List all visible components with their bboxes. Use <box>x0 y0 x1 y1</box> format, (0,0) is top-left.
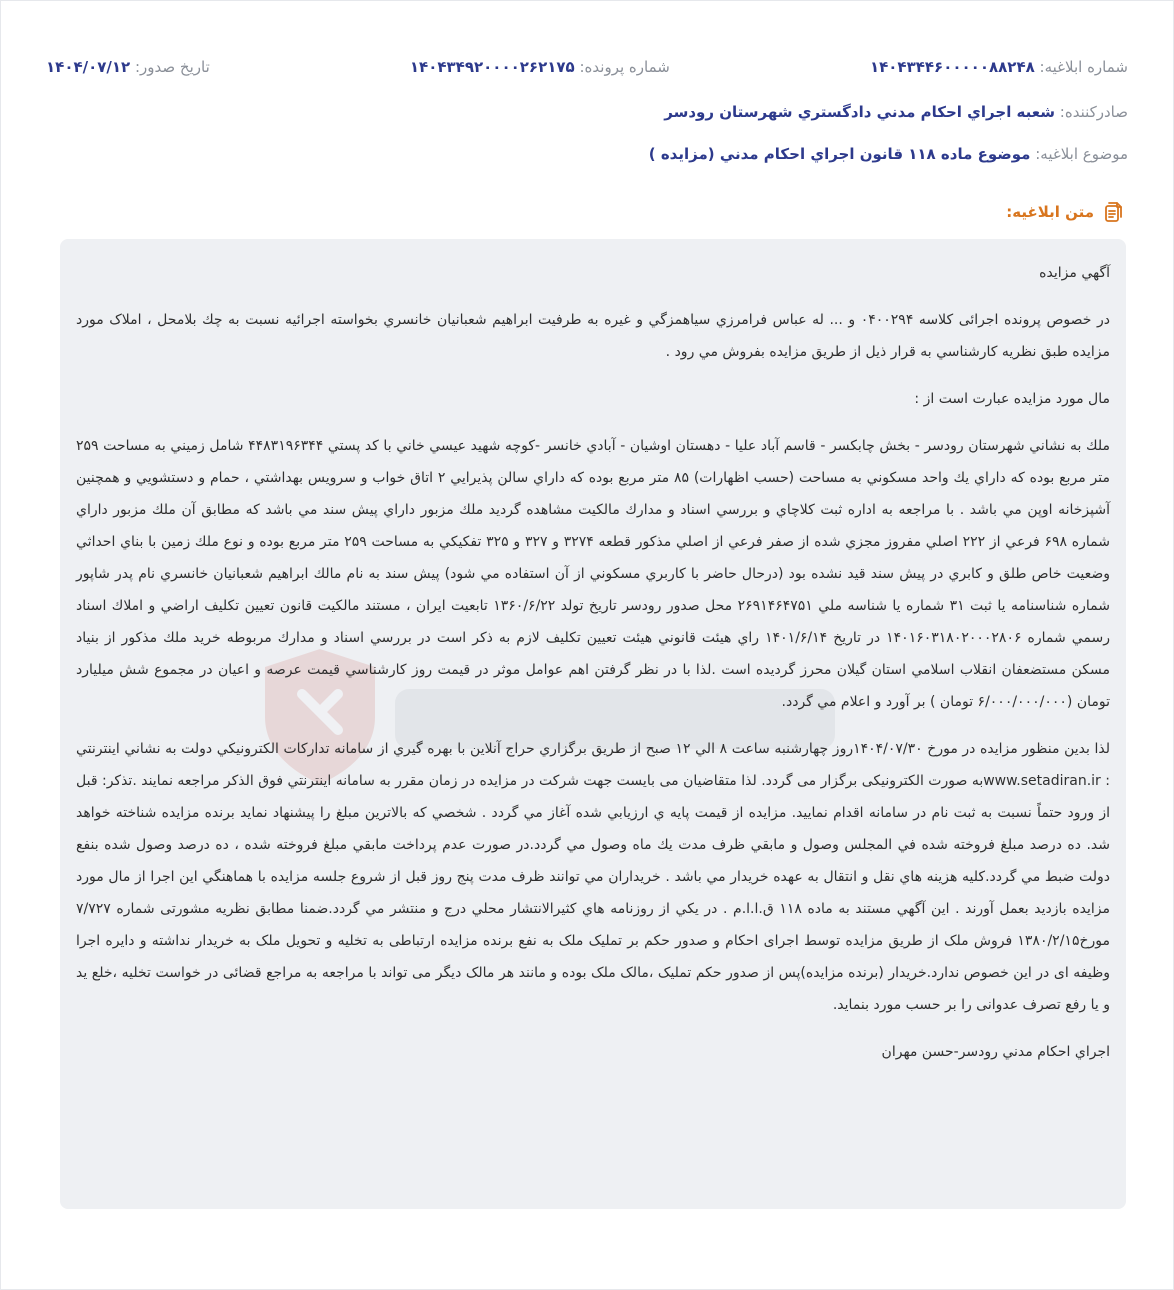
notice-paragraph-property-title: مال مورد مزايده عبارت است از : <box>914 391 1110 407</box>
notice-paragraph-intro: در خصوص پرونده اجرائی کلاسه ۰۴۰۰۲۹۴ و ... له عباس فرامرزي سياهمزگي و غيره به طرفيت ابراهيم شعبانيان خانسري بخواسته اجرائيه نسبت به چك بلامحل ، املاک مورد مزايده طبق نظريه کارشناسي به قرار ذيل از طريق مزايده بفروش مي رود . <box>76 312 1111 360</box>
issue-date-label: تاريخ صدور: <box>135 58 210 76</box>
issuer-label: صادرکننده: <box>1059 103 1128 121</box>
issuer-value: شعبه اجراي احکام مدني دادگستري شهرستان رودسر <box>664 103 1055 121</box>
notice-number-label: شماره ابلاغيه: <box>1039 58 1128 76</box>
subject-value: موضوع ماده ۱۱۸ قانون اجراي احکام مدني (مزايده ) <box>648 145 1031 163</box>
notice-body <box>76 257 1110 1068</box>
notice-text-panel <box>60 239 1126 1209</box>
issue-date <box>46 58 210 76</box>
issue-date-value: ۱۴۰۴/۰۷/۱۲ <box>46 58 131 76</box>
section-title-text: متن ابلاغيه: <box>1006 203 1094 221</box>
case-number <box>410 58 670 76</box>
notice-heading: آگهي مزايده <box>1039 265 1110 281</box>
notice-text-section-title <box>1006 200 1126 224</box>
case-number-label: شماره پرونده: <box>579 58 670 76</box>
case-number-value: ۱۴۰۴۳۴۹۲۰۰۰۰۲۶۲۱۷۵ <box>409 58 575 76</box>
notice-meta-row <box>46 58 1128 76</box>
notice-signature: اجراي احكام مدني رودسر-حسن مهران <box>881 1044 1110 1060</box>
issuer-line <box>664 103 1128 121</box>
document-icon <box>1102 200 1126 224</box>
subject-line <box>649 145 1128 163</box>
notice-number <box>870 58 1128 76</box>
notice-paragraph-auction-terms: لذا بدين منظور مزايده در مورخ ۱۴۰۴/۰۷/۳۰روز چهارشنبه ساعت ۸ الي ۱۲ صبح از طريق برگزاري حراج آنلاين با بهره گيري از سامانه تداركات الكترونيكي دولت به نشاني اينترنتي : www.setadiran.irبه صورت الکترونیکی برگزار می گردد. لذا متقاضيان می بايست جهت شركت در مزايده در زمان مقرر به سامانه اينترنتي فوق الذكر مراجعه نمايند .تذکر: قبل از ورود حتماً نسبت به ثبت نام در سامانه اقدام نمایید. مزايده از قيمت پايه ي ارزيابي شده آغاز مي گردد . شخصي كه بالاترين مبلغ را پيشنهاد نمايد برنده مزايده شناخته خواهد شد. ده درصد مبلغ فروخته شده في المجلس وصول و مابقي ظرف مدت يك ماه وصول مي گردد.در صورت عدم پرداخت مابقي مبلغ فروخته شده ، ده درصد وصول شده بنفع دولت ضبط مي گردد.كليه هزينه هاي نقل و انتقال به عهده خريدار مي باشد . خريداران مي توانند ظرف مدت پنج روز قبل از شروع جلسه مزايده با هماهنگي اين اجرا از مال مورد مزايده بازديد بعمل آورند . اين آگهي مستند به ماده ۱۱۸ ق.ا.ا.م . در يكي از روزنامه هاي كثيرالانتشار محلي درج و منتشر مي گردد.ضمنا مطابق نظريه مشورتی شماره ۷/۷۲۷ مورخ۱۳۸۰/۲/۱۵ فروش ملک از طريق مزايده توسط اجرای احکام و صدور حکم بر تمليک ملک به نفع برنده مزايده ارتباطی به تخليه و تحويل ملک به خريدار نداشته و دايره اجرا وظيفه ای در اين خصوص ندارد.خريدار (برنده مزايده)پس از صدور حکم تمليک ،مالک ملک بوده و مانند هر مالک ديگر می تواند با مراجعه به مراجع قضائی در خواست تخليه ،خلع يد و يا رفع تصرف عدوانی را بر حسب مورد بنمايد. <box>76 741 1110 1013</box>
notice-paragraph-property-description: ملك به نشاني شهرستان رودسر - بخش چابكسر - قاسم آباد عليا - دهستان اوشيان - آبادي خانسر -كوچه شهيد عيسي خاني با کد پستي ۴۴۸۳۱۹۶۳۴۴ شامل زميني به مساحت ۲۵۹ متر مربع بوده که داراي يك واحد مسكوني به مساحت (حسب اظهارات) ۸۵ متر مربع بوده كه داراي سالن پذيرايي ۲ اتاق خواب و سرويس بهداشتي ، حمام و دستشويي و همچنين آشپزخانه اوپن مي باشد . با مراجعه به اداره ثبت کلاچاي و بررسي اسناد و مدارك مالكيت مشاهده گرديد ملك مزبور داراي پيش سند مي باشد كه مطابق آن ملك مزبور داراي شماره ۶۹۸ فرعي از ۲۲۲ اصلي مفروز مجزي شده از صفر فرعي از اصلي مذكور قطعه ۳۲۷۴ و ۳۲۷ و ۳۲۵ تفكيكي به مساحت ۲۵۹ متر مربع بوده و نوع ملك زمين با بناي احداثي وضعيت خاص طلق و كابري در پيش سند قيد نشده بود (درحال حاضر با كاربري مسكوني از آن استفاده مي شود) پيش سند به نام مالك ابراهيم شعبانيان خانسري نام پدر شاپور شماره شناسنامه يا ثبت ۳۱ شماره يا شناسه ملي ۲۶۹۱۴۶۴۷۵۱ محل صدور رودسر تاريخ تولد ۱۳۶۰/۶/۲۲ تابعيت ايران ، مستند مالكيت قانون تعيين تكليف اراضي و املاك اسناد رسمي شماره ۱۴۰۱۶۰۳۱۸۰۲۰۰۰۲۸۰۶ در تاريخ ۱۴۰۱/۶/۱۴ راي هيئت قانوني هيئت تعيين تكليف لازم به ذكر است در بررسي اسناد و مدارك مربوطه خريد ملك مذكور از بنياد مسكن مستضعفان انقلاب اسلامي استان گيلان محرز گرديده است .لذا با در نظر گرفتن اهم عوامل موثر در قيمت روز كارشناسي قيمت عرصه و اعيان در مجموع شش ميليارد تومان (۶/۰۰۰/۰۰۰/۰۰۰ تومان ) بر آورد و اعلام مي گردد. <box>76 438 1111 710</box>
subject-label: موضوع ابلاغيه: <box>1035 145 1128 163</box>
notice-number-value: ۱۴۰۴۳۴۴۶۰۰۰۰۰۸۸۲۴۸ <box>869 58 1035 76</box>
